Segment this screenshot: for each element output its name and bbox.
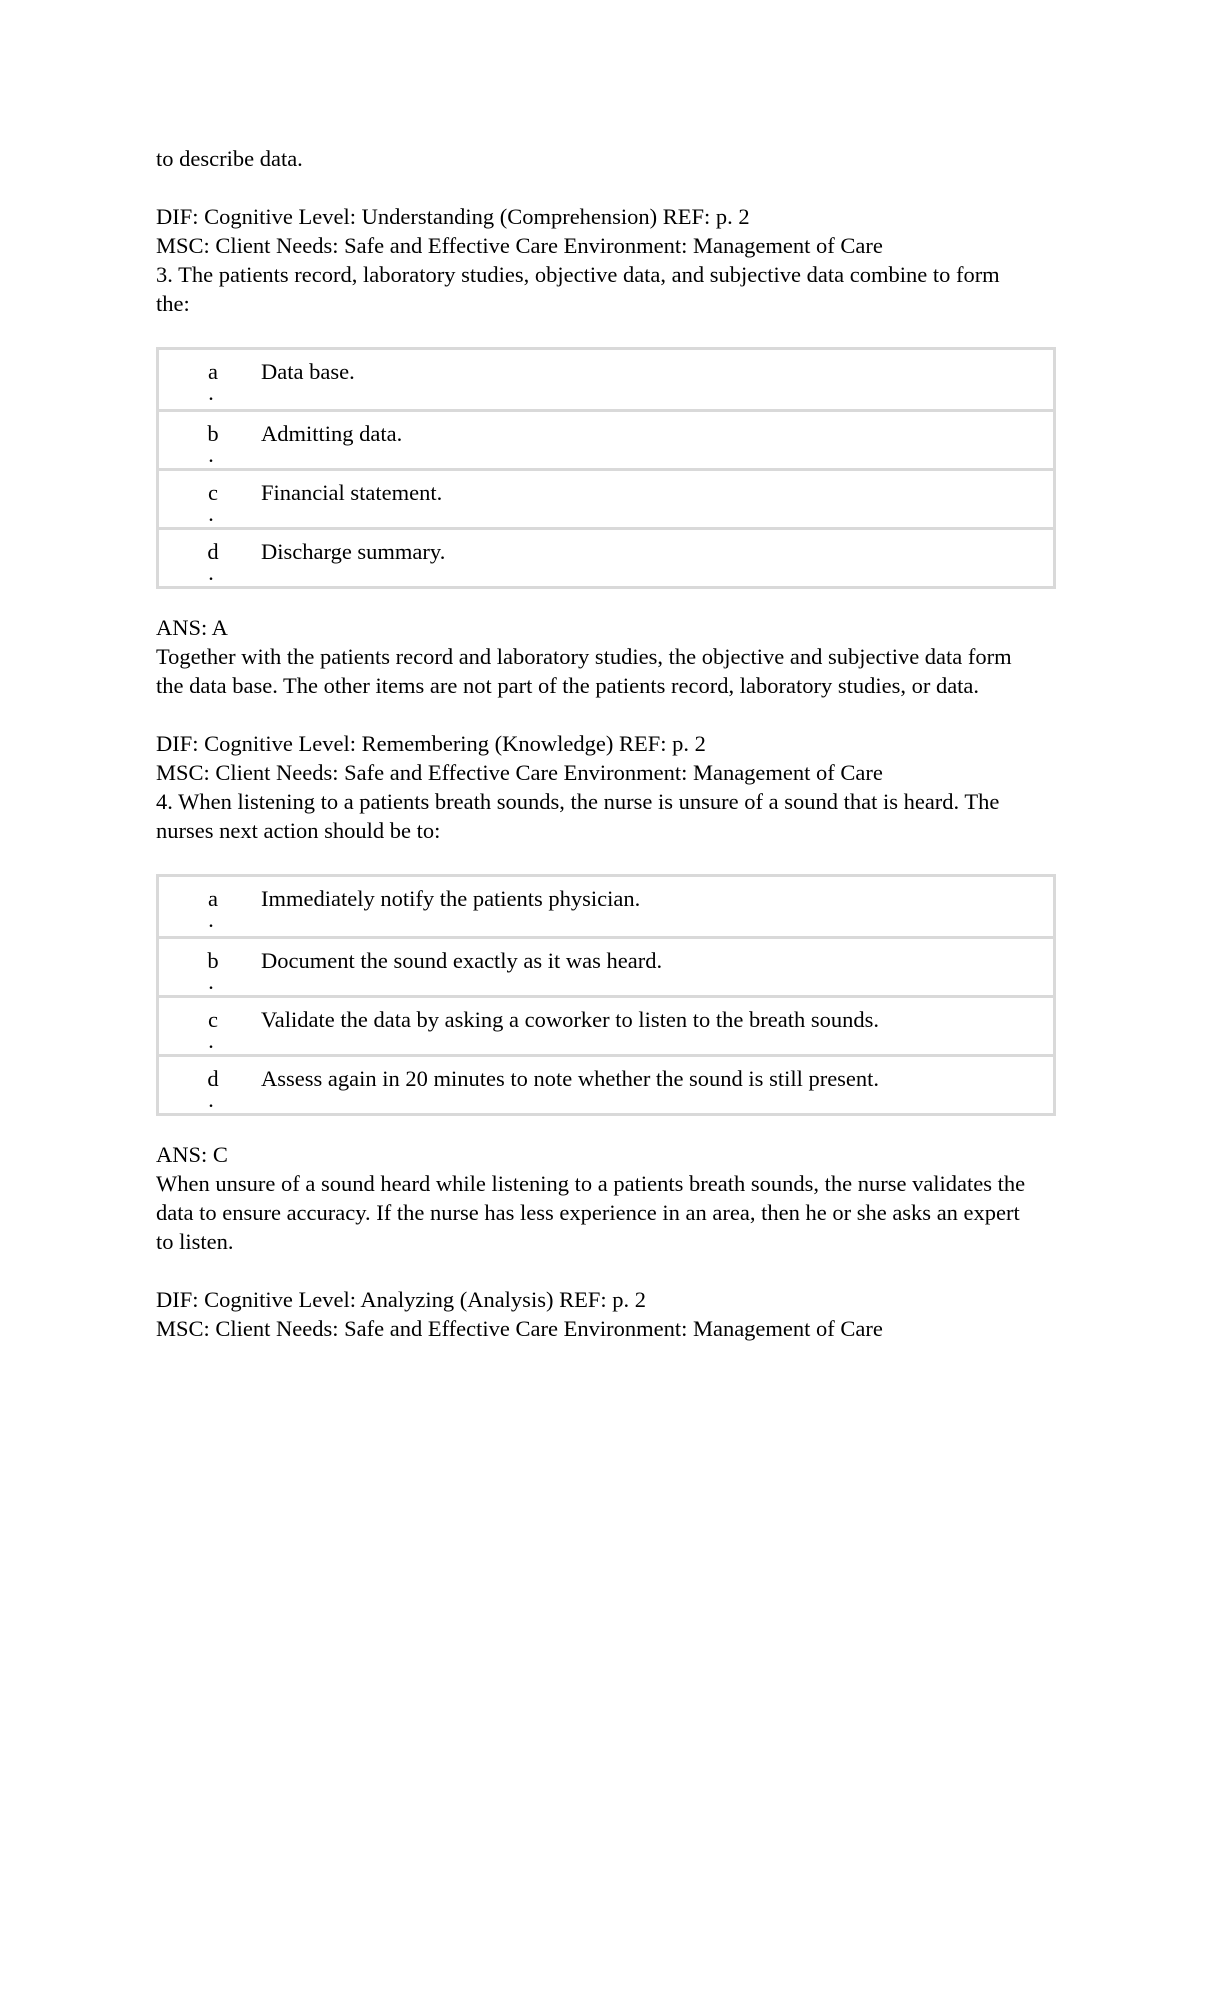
spacer bbox=[156, 1116, 1086, 1140]
choice-text: Document the sound exactly as it was heard. bbox=[261, 936, 1053, 995]
choice-text: Data base. bbox=[261, 359, 355, 384]
choice-letter-cell bbox=[159, 468, 261, 527]
choice-letter-cell bbox=[159, 995, 261, 1054]
q3-rationale-line2: the data base. The other items are not part of the patients record, laboratory studies, or data. bbox=[156, 673, 980, 698]
q4-stem-line2: nurses next action should be to: bbox=[156, 818, 441, 843]
choice-row bbox=[159, 350, 1053, 409]
choice-letter: c bbox=[208, 1007, 218, 1032]
choice-dot: . bbox=[208, 560, 214, 585]
q4-choices-table bbox=[156, 874, 1056, 1116]
choice-letter: a bbox=[208, 359, 218, 384]
q4-rationale-line1: When unsure of a sound heard while listening to a patients breath sounds, the nurse validates the bbox=[156, 1171, 1026, 1196]
q3-rationale-line1: Together with the patients record and laboratory studies, the objective and subjective data form bbox=[156, 644, 1012, 669]
choice-dot: . bbox=[208, 969, 214, 994]
choice-row bbox=[159, 527, 1053, 586]
choice-row bbox=[159, 877, 1053, 936]
choice-dot: . bbox=[208, 1028, 214, 1053]
choice-dot: . bbox=[208, 501, 214, 526]
q3-answer: ANS: A bbox=[156, 615, 228, 640]
choice-letter: d bbox=[207, 1066, 219, 1091]
choice-text: Financial statement. bbox=[261, 468, 1053, 527]
choice-letter-cell bbox=[159, 1054, 261, 1113]
q2-continuation: to describe data. bbox=[156, 146, 303, 171]
choice-letter: d bbox=[207, 539, 219, 564]
q3-stem-line1: 3. The patients record, laboratory studies, objective data, and subjective data combine to form bbox=[156, 262, 1000, 287]
spacer bbox=[156, 845, 1086, 874]
q2-msc: MSC: Client Needs: Safe and Effective Care Environment: Management of Care bbox=[156, 233, 883, 258]
choice-dot: . bbox=[208, 907, 214, 932]
choice-dot: . bbox=[208, 380, 214, 405]
document-page bbox=[156, 144, 1086, 1343]
q4-rationale-line3: to listen. bbox=[156, 1229, 234, 1254]
choice-row bbox=[159, 409, 1053, 468]
choice-text: Admitting data. bbox=[261, 409, 1053, 468]
choice-letter-cell bbox=[159, 527, 261, 586]
choice-row bbox=[159, 1054, 1053, 1113]
choice-letter-cell bbox=[159, 877, 261, 936]
spacer bbox=[156, 1256, 1086, 1285]
q3-stem-line2: the: bbox=[156, 291, 190, 316]
spacer bbox=[156, 700, 1086, 729]
q3-dif: DIF: Cognitive Level: Remembering (Knowledge) REF: p. 2 bbox=[156, 731, 706, 756]
q4-dif: DIF: Cognitive Level: Analyzing (Analysis) REF: p. 2 bbox=[156, 1287, 646, 1312]
choice-letter-cell bbox=[159, 409, 261, 468]
choice-letter-cell bbox=[159, 936, 261, 995]
q4-answer: ANS: C bbox=[156, 1142, 228, 1167]
q2-dif: DIF: Cognitive Level: Understanding (Comprehension) REF: p. 2 bbox=[156, 204, 750, 229]
q3-choices-table bbox=[156, 347, 1056, 589]
spacer bbox=[156, 318, 1086, 347]
choice-letter: b bbox=[207, 948, 219, 973]
choice-letter-cell bbox=[159, 350, 261, 409]
spacer bbox=[156, 173, 1086, 202]
choice-dot: . bbox=[208, 1087, 214, 1112]
q3-msc: MSC: Client Needs: Safe and Effective Care Environment: Management of Care bbox=[156, 760, 883, 785]
choice-row bbox=[159, 468, 1053, 527]
choice-text: Validate the data by asking a coworker to listen to the breath sounds. bbox=[261, 995, 1053, 1054]
spacer bbox=[156, 589, 1086, 613]
choice-letter: b bbox=[207, 421, 219, 446]
q4-msc: MSC: Client Needs: Safe and Effective Care Environment: Management of Care bbox=[156, 1316, 883, 1341]
q4-rationale-line2: data to ensure accuracy. If the nurse has less experience in an area, then he or she asks an expert bbox=[156, 1200, 1020, 1225]
choice-text: Discharge summary. bbox=[261, 527, 1053, 586]
q4-stem-line1: 4. When listening to a patients breath sounds, the nurse is unsure of a sound that is heard. The bbox=[156, 789, 1000, 814]
choice-row bbox=[159, 995, 1053, 1054]
choice-letter: c bbox=[208, 480, 218, 505]
choice-text: Assess again in 20 minutes to note whether the sound is still present. bbox=[261, 1054, 1053, 1113]
choice-text: Immediately notify the patients physician. bbox=[261, 886, 641, 911]
choice-letter: a bbox=[208, 886, 218, 911]
choice-dot: . bbox=[208, 442, 214, 467]
choice-row bbox=[159, 936, 1053, 995]
